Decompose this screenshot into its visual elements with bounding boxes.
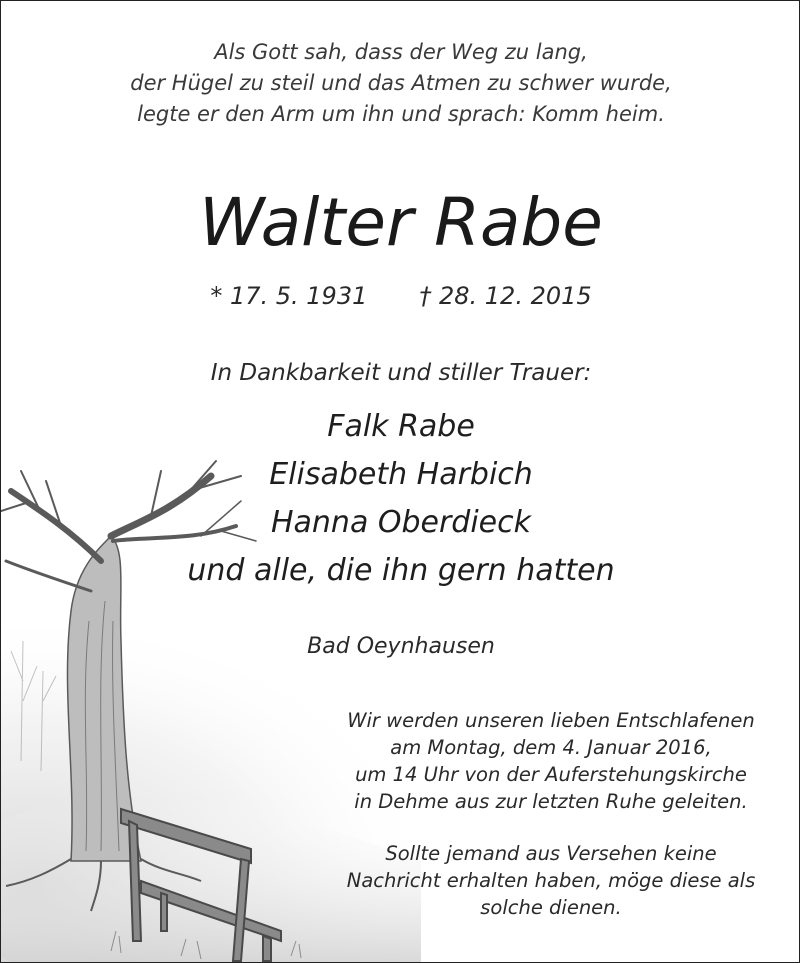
- verse-line: der Hügel zu steil und das Atmen zu schwer wurde,: [130, 71, 672, 95]
- mourners-list: [1, 403, 800, 595]
- life-dates: [1, 279, 800, 313]
- memorial-verse: [1, 37, 800, 130]
- death-date: † 28. 12. 2015: [419, 282, 592, 310]
- notice-line: solche dienen.: [480, 896, 622, 919]
- funeral-info-line: Wir werden unseren lieben Entschlafenen: [347, 709, 755, 732]
- birth-date: * 17. 5. 1931: [210, 282, 368, 310]
- funeral-info-line: in Dehme aus zur letzten Ruhe geleiten.: [354, 790, 748, 813]
- mourner-name: Falk Rabe: [327, 409, 475, 444]
- verse-line: Als Gott sah, dass der Weg zu lang,: [214, 40, 588, 64]
- funeral-info: [331, 707, 771, 815]
- verse-line: legte er den Arm um ihn und sprach: Komm heim.: [137, 102, 665, 126]
- notice-text: [331, 840, 771, 921]
- mourner-name: und alle, die ihn gern hatten: [187, 553, 615, 588]
- notice-line: Sollte jemand aus Versehen keine: [385, 842, 717, 865]
- thanks-line: In Dankbarkeit und stiller Trauer:: [210, 360, 592, 386]
- mourner-name: Hanna Oberdieck: [270, 505, 532, 540]
- funeral-info-line: am Montag, dem 4. Januar 2016,: [390, 736, 712, 759]
- notice-line: Nachricht erhalten haben, möge diese als: [346, 869, 756, 892]
- mourner-name: Elisabeth Harbich: [269, 457, 533, 492]
- deceased-name: Walter Rabe: [199, 184, 603, 261]
- place-name: Bad Oeynhausen: [307, 634, 495, 659]
- funeral-info-line: um 14 Uhr von der Auferstehungskirche: [355, 763, 747, 786]
